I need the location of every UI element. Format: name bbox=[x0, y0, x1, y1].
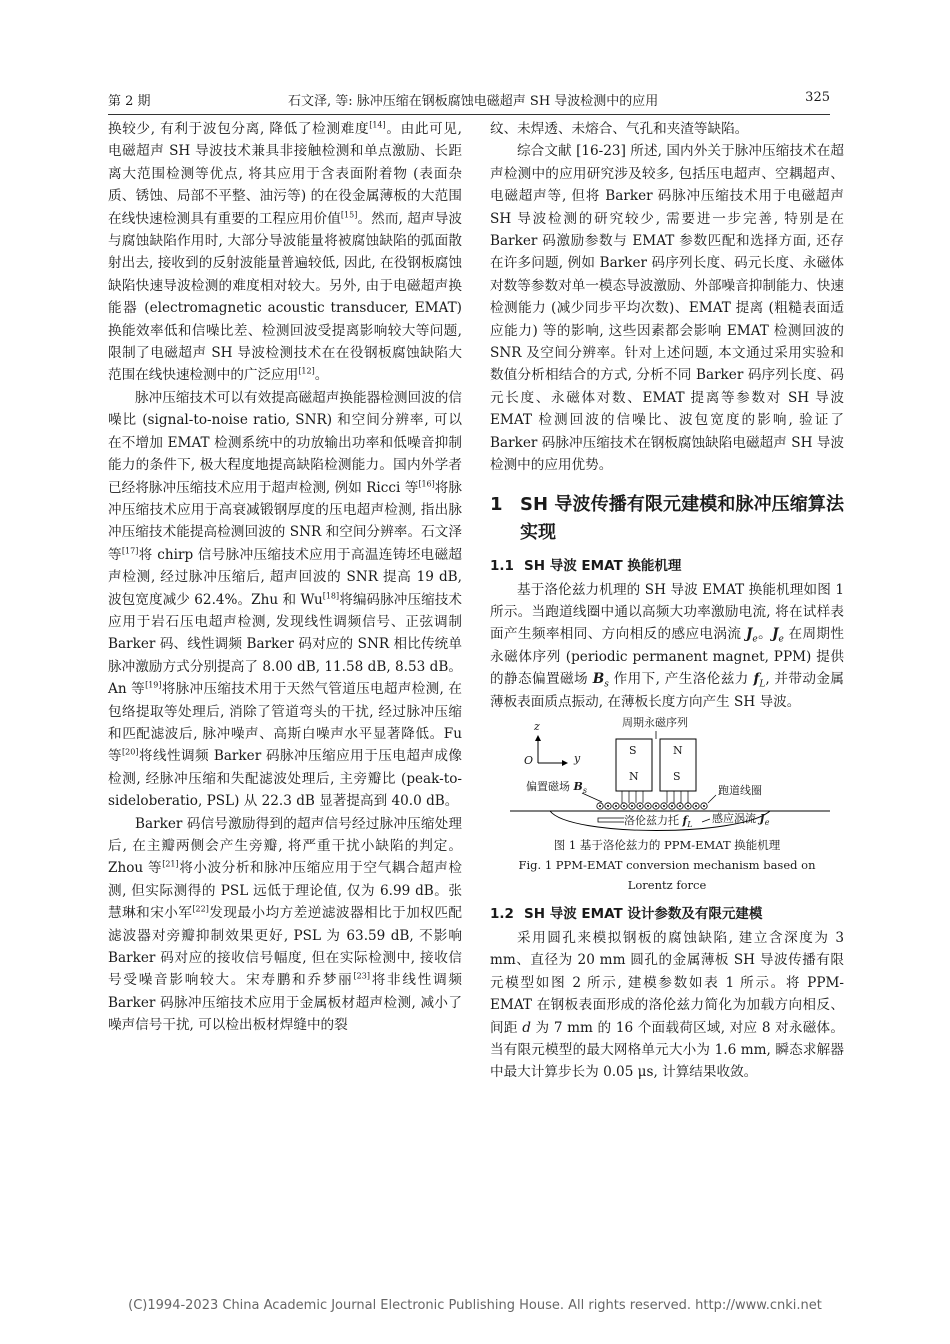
paragraph: 基于洛伦兹力机理的 SH 导波 EMAT 换能机理如图 1 所示。当跑道线圈中通以高频大功率激励电流, 将在试样表面产生频率相同、方向相反的感应电涡流 $J_e$。$J_e$ 在周期性永磁体序列 (periodic permanent magnet, PPM) 提供的静态偏置磁场 $B_s$ 作用下, 产生洛伦兹力 $f_L$, 并带动金属薄板表面质点振动, 在薄板长度方向产生 SH 导波。 bbox=[490, 581, 844, 710]
y-axis-arrow bbox=[562, 760, 568, 766]
running-header bbox=[108, 90, 828, 112]
paragraph: 换较少, 有利于波包分离, 降低了检测难度[14]。由此可见, 电磁超声 SH 导波技术兼具非接触检测和单点激励、长距离大范围检测等优点, 将其应用于含表面附着物 (表面杂质、锈蚀、局部不平整、油污等) 的在役金属薄板的大范围在线快速检测具有重要的工程应用价值[15]。然而, 超声导波与腐蚀缺陷作用时, 大部分导波能量将被腐蚀缺陷的弧面散射出去, 接收到的反射波能量普遍较低, 因此, 在役钢板腐蚀缺陷快速导波检测的难度相对较大。另外, 由于电磁超声换能器 (electromagnetic acoustic transducer, EMAT) 换能效率低和信噪比差、检测回波受提离影响较大等问题, 限制了电磁超声 SH 导波检测技术在在役钢板腐蚀缺陷大范围在线快速检测中的广泛应用[12]。 bbox=[108, 120, 462, 384]
magnet-2-top-pole: N bbox=[673, 743, 683, 757]
citation: [21] bbox=[162, 859, 179, 869]
header-rule bbox=[108, 114, 830, 115]
y-axis-label: y bbox=[574, 751, 581, 765]
paragraph: Barker 码信号激励得到的超声信号经过脉冲压缩处理后, 在主瓣两侧会产生旁瓣, 将严重干扰小缺陷的判定。Zhou 等[21]将小波分析和脉冲压缩应用于空气耦合超声检测, 但实际测得的 PSL 远低于理论值, 仅为 6.99 dB。张慧琳和宋小军[22]发现最小均方差逆滤波器相比于加权匹配滤波器对旁瓣抑制效果更好, PSL 为 63.59 dB, 不影响 Barker 码对应的接收信号幅度, 但在实际检测中, 接收信号受噪音影响较大。宋寿鹏和乔梦丽[23]将非线性调频 Barker 码脉冲压缩技术应用于金属板材超声检测, 减小了噪声信号干扰, 可以检出板材焊缝中的裂 bbox=[108, 815, 463, 1034]
z-axis-arrow bbox=[535, 735, 541, 741]
paragraph: 综合文献 [16-23] 所述, 国内外关于脉冲压缩技术在超声检测中的应用研究涉及较多, 包括压电超声、空耦超声、电磁超声等, 但将 Barker 码脉冲压缩技术用于电磁超声 SH 导波检测的研究较少, 需要进一步完善, 特别是在 Barker 码激励参数与 EMAT 参数匹配和选择方面, 还存在许多问题, 例如 Barker 码序列长度、码元长度、永磁体对数等参数对单一模态导波激励、外部噪音抑制能力、快速检测能力 (减少同步平均次数)、EMAT 提离 (粗糙表面适应能力) 等的影响, 这些因素都会影响 EMAT 检测回波的 SNR 及空间分辨率。针对上述问题, 本文通过采用实验和数值分析相结合的方式, 分析不同 Barker 码序列长度、码元长度、永磁体对数、EMAT 提离等参数对 SH 导波 EMAT 检测回波的信噪比、波包宽度的影响, 验证了 Barker 码脉冲压缩技术在钢板腐蚀缺陷电磁超声 SH 导波检测中的应用优势。 bbox=[490, 143, 844, 474]
magnet-1-top-pole: S bbox=[629, 743, 637, 757]
citation: [12] bbox=[298, 366, 315, 376]
citation: [15] bbox=[340, 210, 358, 220]
citation: [17] bbox=[121, 546, 139, 556]
figure-1-diagram bbox=[490, 715, 844, 831]
citation: [23] bbox=[353, 971, 370, 981]
issue-label: 第 2 期 bbox=[108, 94, 151, 109]
magnet-2-bottom-pole: S bbox=[673, 769, 681, 783]
citation: [22] bbox=[192, 904, 209, 914]
paragraph: 纹、未焊透、未熔合、气孔和夹渣等缺陷。 bbox=[490, 121, 749, 137]
racetrack-coil bbox=[597, 803, 707, 809]
z-axis-label: z bbox=[534, 719, 540, 733]
section-heading-1-2: 1.2 SH 导波 EMAT 设计参数及有限元建模 bbox=[490, 905, 763, 922]
ppm-label: 周期永磁序列 bbox=[622, 715, 688, 729]
page-number: 325 bbox=[805, 90, 830, 105]
figure-1-caption-en: Fig. 1 PPM-EMAT conversion mechanism based on Lorentz force bbox=[518, 857, 816, 892]
section-heading-1: 1 SH 导波传播有限元建模和脉冲压缩算法实现 bbox=[490, 493, 844, 543]
figure-1-caption-cn: 图 1 基于洛伦兹力的 PPM-EMAT 换能机理 bbox=[553, 837, 781, 852]
paragraph: 脉冲压缩技术可以有效提高磁超声换能器检测回波的信噪比 (signal-to-noise ratio, SNR) 和空间分辨率, 可以在不增加 EMAT 检测系统中的功放输出功率和低噪音抑制能力的条件下, 极大程度地提高缺陷检测能力。国内外学者已经将脉冲压缩技术应用于超声检测, 例如 Ricci 等[16]将脉冲压缩技术应用于高衰减锻钢厚度的压电超声检测, 指出脉冲压缩技术能提高检测回波的 SNR 和空间分辨率。石文泽等[17]将 chirp 信号脉冲压缩技术应用于高温连铸坯电磁超声检测, 经过脉冲压缩后, 超声回波的 SNR 提高 19 dB, 波包宽度减少 62.4%。Zhu 和 Wu[18]将编码脉冲压缩技术应用于岩石压电超声检测, 发现线性调频信号、正弦调制 Barker 码、线性调频 Barker 码对应的 SNR 相比传统单脉冲激励方式分别提高了 8.00 dB, 11.58 dB, 8.53 dB。An 等[19]将脉冲压缩技术用于天然气管道压电超声检测, 在包络提取等处理后, 消除了管道弯头的干扰, 经过脉冲压缩和匹配滤波后, 脉冲噪声、高斯白噪声水平显著降低。Fu 等[20]将线性调频 Barker 码脉冲压缩应用于压电超声成像检测, 经脉冲压缩和失配滤波处理后, 主旁瓣比 (peak-to-sideloberatio, PSL) 从 22.3 dB 显著提高到 40.0 dB。 bbox=[108, 389, 463, 810]
citation: [18] bbox=[322, 591, 340, 600]
lorentz-force-label: 洛伦兹力托 $f_L$ bbox=[624, 813, 693, 830]
eddy-current-label: 感应涡流 $J_e$ bbox=[712, 811, 770, 828]
citation: [16] bbox=[418, 478, 435, 488]
right-column bbox=[490, 118, 844, 1084]
citation: [20] bbox=[122, 747, 139, 757]
bias-field-label: 偏置磁场 $B_s$ bbox=[526, 779, 587, 796]
bias-field-lines bbox=[622, 791, 688, 803]
section-heading-1-1: 1.1 SH 导波 EMAT 换能机理 bbox=[490, 557, 682, 574]
left-column bbox=[108, 118, 462, 1037]
magnet-1-bottom-pole: N bbox=[629, 769, 639, 783]
copyright-footer: (C)1994-2023 China Academic Journal Electronic Publishing House. All rights reserved. http://www.cnki.net bbox=[128, 1298, 822, 1313]
origin-label: O bbox=[524, 753, 534, 767]
paragraph: 采用圆孔来模拟钢板的腐蚀缺陷, 建立含深度为 3 mm、直径为 20 mm 圆孔的金属薄板 SH 导波传播有限元模型如图 2 所示, 建模参数如表 1 所示。将 PPM-EMAT 在钢板表面形成的洛伦兹力简化为加载方向相反、间距 d 为 7 mm 的 16 个面载荷区域, 对应 8 对永磁体。当有限元模型的最大网格单元大小为 1.6 mm, 瞬态求解器中最大计算步长为 0.05 μs, 计算结果收敛。 bbox=[490, 929, 844, 1081]
running-title: 石文泽, 等: 脉冲压缩在钢板腐蚀电磁超声 SH 导波检测中的应用 bbox=[288, 94, 659, 109]
coil-label: 跑道线圈 bbox=[718, 783, 762, 797]
citation: [14] bbox=[369, 120, 386, 130]
citation: [19] bbox=[145, 680, 162, 690]
